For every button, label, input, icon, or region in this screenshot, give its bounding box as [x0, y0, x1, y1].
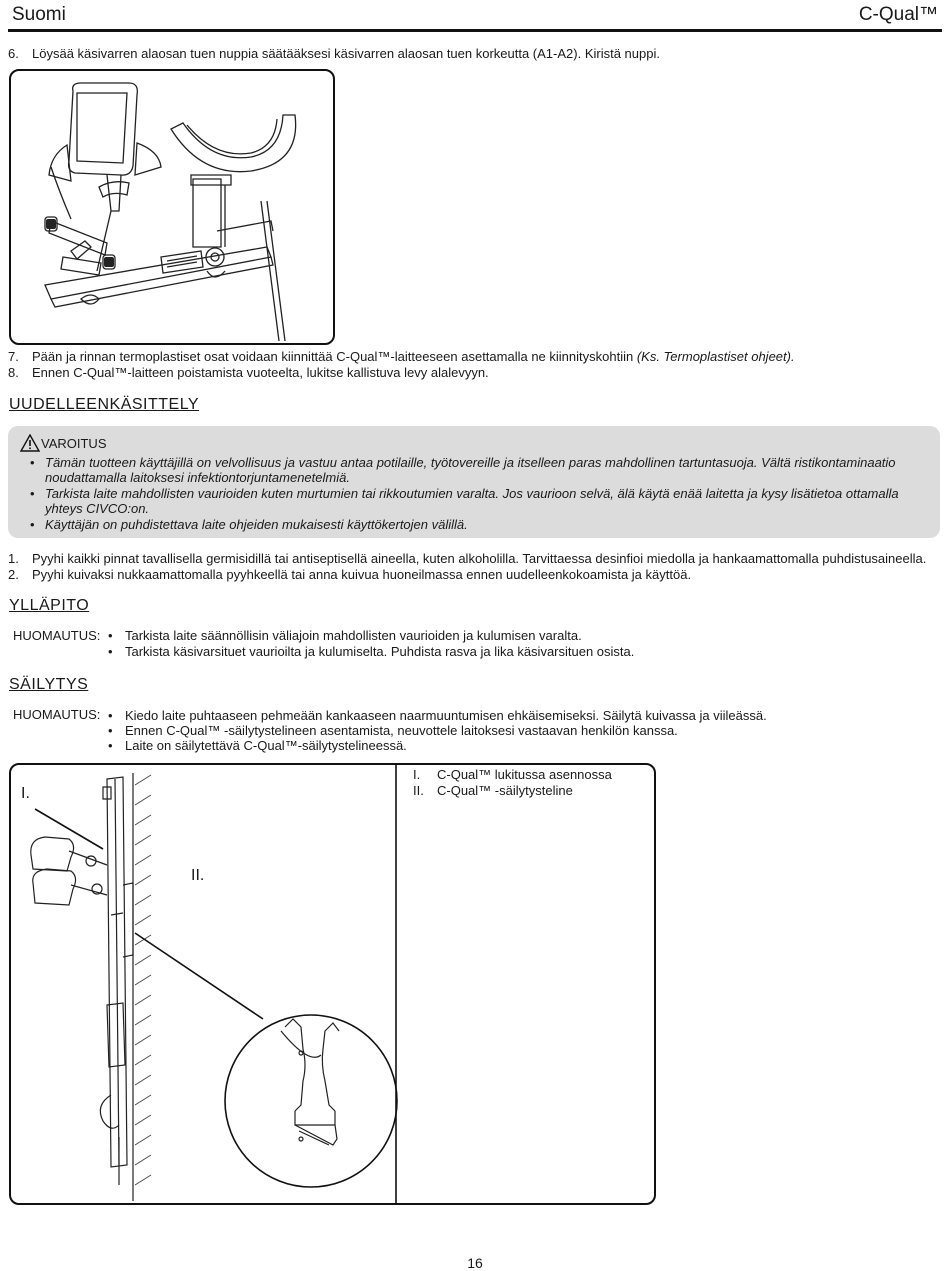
warning-triangle-icon [20, 434, 40, 452]
step-7 [8, 349, 795, 365]
step-text: Pyyhi kuivaksi nukkaamattomalla pyyhkeellä tai anna kuivua huoneilmassa ennen uudelleenkokoamista ja käyttöä. [32, 567, 692, 582]
step-text: Löysää käsivarren alaosan tuen nuppia säätääksesi käsivarren alaosan tuen korkeutta (A1-A2). Kiristä nuppi. [32, 46, 660, 61]
step-number: 7. [8, 349, 19, 364]
step-6 [8, 46, 660, 62]
warning-title-text: VAROITUS [41, 435, 107, 451]
legend-number: I. [413, 767, 421, 782]
page-number: 16 [467, 1255, 483, 1271]
step-number: 8. [8, 365, 19, 380]
header-rule [8, 29, 942, 32]
step-8 [8, 365, 489, 381]
maintenance-note-label: HUOMAUTUS: [13, 628, 101, 643]
step-number: 1. [8, 551, 19, 566]
warning-list [30, 455, 920, 533]
maintenance-heading: YLLÄPITO [9, 597, 90, 614]
figure-label-i: I. [21, 785, 30, 802]
reprocessing-heading: UUDELLEENKÄSITTELY [9, 396, 200, 413]
warning-item: • Käyttäjän on puhdistettava laite ohjeiden mukaisesti käyttökertojen välillä. [30, 517, 920, 532]
step-text: Pyyhi kaikki pinnat tavallisella germisidillä tai antiseptisellä aineella, kuten alkoholilla. Tarvittaessa desinfioi miedolla ja hankaamattomalla puhdistusaineella. [32, 551, 927, 566]
warning-title [20, 434, 107, 452]
step-reference: (Ks. Termoplastiset ohjeet). [636, 349, 795, 364]
reprocessing-step-1 [8, 551, 926, 567]
step-number: 2. [8, 567, 19, 582]
step-text: Ennen C-Qual™-laitteen poistamista vuoteelta, lukitse kallistuva levy alalevyyn. [32, 365, 489, 380]
storage-item: • Kiedo laite puhtaaseen pehmeään kankaaseen naarmuuntumisen ehkäisemiseksi. Säilytä kuivassa ja viileässä. [108, 708, 767, 723]
legend-item [413, 783, 573, 799]
storage-item: • Ennen C-Qual™ -säilytystelineen asentamista, neuvottele laitoksesi vastaavan henkilön kanssa. [108, 723, 678, 738]
figure-label-ii: II. [191, 867, 205, 884]
legend-text: C-Qual™ -säilytysteline [437, 783, 573, 798]
warning-item: • Tarkista laite mahdollisten vaurioiden kuten murtumien tai rikkoutumien varalta. Jos vaurioon selvä, älä käytä enää laitetta ja kysy lisätietoa ottamalla yhteys CIVCO:on. [30, 486, 920, 516]
legend-text: C-Qual™ lukitussa asennossa [437, 767, 612, 782]
storage-rack-figure [9, 763, 656, 1205]
arm-support-adjustment-figure [9, 69, 335, 345]
maintenance-item: • Tarkista laite säännöllisin väliajoin mahdollisten vaurioiden ja kulumisen varalta. [108, 628, 582, 643]
header-language: Suomi [12, 4, 66, 25]
header-product: C-Qual™ [858, 4, 938, 25]
reprocessing-step-2 [8, 567, 691, 583]
step-number: 6. [8, 46, 19, 61]
step-text: Pään ja rinnan termoplastiset osat voidaan kiinnittää C-Qual™-laitteeseen asettamalla ne kiinnityskohtiin [32, 349, 637, 364]
arm-support-illustration [11, 71, 333, 343]
storage-note-label: HUOMAUTUS: [13, 707, 101, 722]
storage-heading: SÄILYTYS [9, 676, 89, 693]
maintenance-item: • Tarkista käsivarsituet vaurioilta ja kulumiselta. Puhdista rasva ja lika käsivarsituen osista. [108, 644, 634, 659]
warning-box [8, 426, 940, 538]
legend-number: II. [413, 783, 424, 798]
storage-item: • Laite on säilytettävä C-Qual™-säilytystelineessä. [108, 738, 407, 753]
warning-item: • Tämän tuotteen käyttäjillä on velvollisuus ja vastuu antaa potilaille, työtovereille ja itselleen paras mahdollinen tartuntasuoja. Vältä ristikontaminaatio noudattamalla laitoksesi infektiontorjuntamenetelmiä. [30, 455, 920, 485]
legend-item [413, 767, 612, 783]
storage-rack-illustration [11, 765, 654, 1203]
